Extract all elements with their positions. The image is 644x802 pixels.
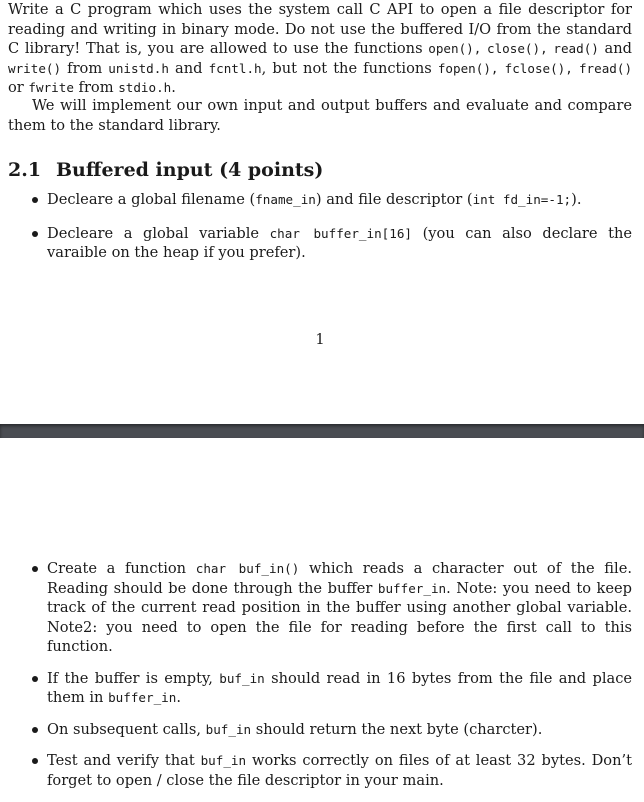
code-unistd: unistd.h (108, 60, 169, 76)
intro-paragraph: Write a C program which uses the system call C API to open a file descriptor for reading and writing in binary mode. Do not use the buffered I/O from the standard C library! That is, you are allowed to use the functions open(), close(), read() and write() from unistd.h and fcntl.h, but not the functions fopen(), fclose(), fread() or fwrite from stdio.h. (8, 1, 633, 96)
section-heading (8, 158, 323, 182)
code-buffer-in: buffer_in (108, 690, 177, 705)
code-buf-in: buf_in (200, 753, 247, 768)
code-fname-in: fname_in (255, 192, 316, 207)
code-fread: fread() (578, 60, 633, 76)
list-item (0, 190, 632, 210)
page-divider (0, 424, 644, 438)
bullet-icon (32, 197, 38, 203)
code-open: open(), (428, 41, 482, 56)
bullet-icon (32, 676, 38, 682)
list-item (0, 559, 632, 657)
list-item-text: If the buffer is empty, buf_in should read in 16 bytes from the file and place them in buffer_in. (47, 669, 632, 706)
code-write: write() (8, 60, 62, 76)
list-item (0, 751, 632, 790)
bullet-icon (32, 758, 38, 764)
code-fcntl: fcntl.h (208, 60, 262, 76)
section-title: Buffered input (4 points) (56, 159, 324, 181)
list-item-text: Decleare a global variable char buffer_in[16] (you can also declare the varaible on the heap if you prefer). (47, 224, 632, 261)
second-paragraph: We will implement our own input and output buffers and evaluate and compare them to the standard library. (8, 97, 632, 134)
code-buf-in: buf_in (219, 670, 265, 686)
code-stdio: stdio.h (118, 80, 172, 95)
bullet-icon (32, 231, 38, 237)
code-close: close(), (487, 41, 548, 56)
pdf-page-2 (0, 438, 644, 789)
bullet-icon (32, 727, 38, 733)
list-item-text: Create a function char buf_in() which reads a character out of the file. Reading should be done through the buffer buffer_in. Note: you need to keep track of the current read position in the buffer using another global variable. Note2: you need to open the file for reading before the first call to this function. (47, 560, 632, 655)
list-item-text: On subsequent calls, buf_in should return the next byte (charcter). (47, 720, 543, 738)
code-read: read() (553, 41, 599, 56)
bullet-icon (32, 566, 38, 572)
page-number: 1 (315, 331, 325, 348)
code-fwrite: fwrite (28, 80, 74, 95)
bullet-list-page2 (0, 559, 644, 802)
code-fopen: fopen(), (437, 60, 499, 76)
code-fclose: fclose(), (504, 60, 573, 76)
code-buf-in-signature: char buf_in() (195, 561, 300, 576)
code-fd-in: int fd_in=-1; (472, 192, 572, 207)
code-buffer-in-decl: char buffer_in[16] (269, 225, 413, 241)
list-item-text: Test and verify that buf_in works correctly on files of at least 32 bytes. Don’t forget to open / close the file descriptor in your main. (47, 752, 632, 789)
intro-text: Write a C program which uses the system call C API to open a file descriptor for reading and writing in binary mode. Do not use the buffered I/O from the standard C library! That is, you are allowed to use the functions (8, 1, 632, 57)
section-number: 2.1 (8, 159, 42, 181)
bullet-list-page1 (0, 190, 644, 263)
code-buf-in: buf_in (205, 721, 252, 737)
list-item-text: Decleare a global filename (fname_in) and file descriptor (int fd_in=-1;). (47, 191, 582, 208)
list-item (0, 224, 632, 263)
code-buffer-in: buffer_in (377, 580, 447, 596)
list-item (0, 720, 632, 740)
list-item (0, 669, 632, 708)
